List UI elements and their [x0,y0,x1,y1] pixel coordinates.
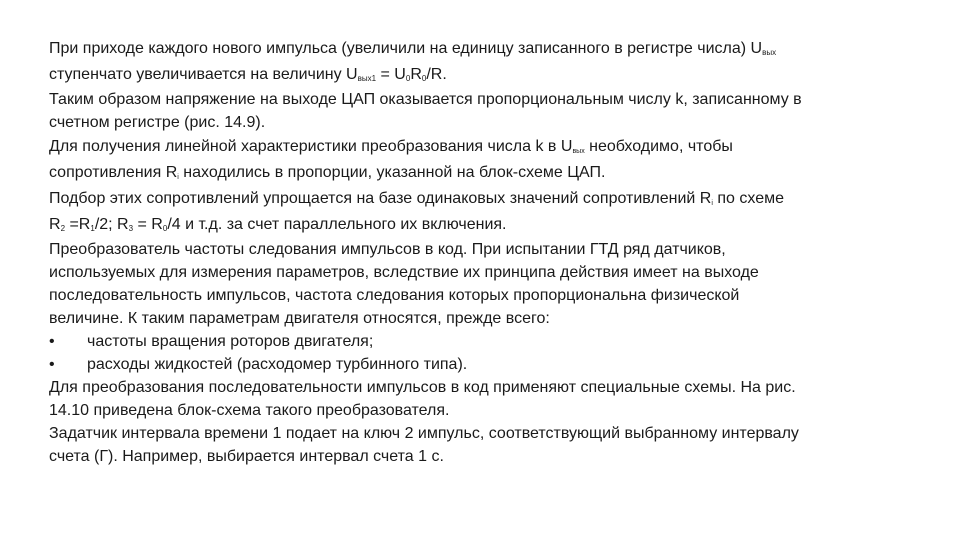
paragraph-2-line-1: Таким образом напряжение на выходе ЦАП оказывается пропорциональным числу k, записанному в [49,91,802,108]
text-span: /R. [426,66,447,83]
paragraph-7-line-2: счета (Г). Например, выбирается интервал счета 1 с. [49,448,444,465]
subscript: вых [762,48,777,57]
text-span: R [410,66,422,83]
paragraph-1-line-2 [49,62,919,88]
slide-text-body [49,36,919,468]
paragraph-6-line-1: Для преобразования последовательности импульсов в код применяют специальные схемы. На рис. [49,379,796,396]
paragraph-6-line-2: 14.10 приведена блок-схема такого преобразователя. [49,402,450,419]
subscript: 0 [405,74,411,83]
paragraph-3-line-2 [49,160,919,186]
paragraph-5-line-4: величине. К таким параметрам двигателя относятся, прежде всего: [49,310,550,327]
subscript: 1 [90,224,95,233]
subscript: 0 [421,74,427,83]
bullet-text: частоты вращения роторов двигателя; [87,333,374,350]
text-span: ступенчато увеличивается на величину U [49,66,358,83]
subscript: вых1 [357,74,377,83]
bullet-item [49,330,919,353]
text-span: необходимо, чтобы [584,138,733,155]
subscript: i [177,174,179,181]
subscript: i [711,200,713,207]
subscript: 0 [162,224,168,233]
text-span: по схеме [712,190,784,207]
paragraph-4-line-1 [49,186,919,212]
subscript: вых [572,148,585,155]
bullet-icon: • [49,333,55,350]
paragraph-3-line-1 [49,134,919,160]
text-span: =R [65,216,91,233]
paragraph-2-line-2: счетном регистре (рис. 14.9). [49,114,266,131]
text-span: = R [133,216,163,233]
paragraph-5-line-1: Преобразователь частоты следования импульсов в код. При испытании ГТД ряд датчиков, [49,241,726,258]
paragraph-1-line-1 [49,36,919,62]
bullet-icon: • [49,356,55,373]
subscript: 2 [60,224,66,233]
paragraph-7-line-1: Задатчик интервала времени 1 подает на ключ 2 импульс, соответствующий выбранному интервалу [49,425,799,442]
bullet-text: расходы жидкостей (расходомер турбинного типа). [87,356,468,373]
paragraph-5-line-3: последовательность импульсов, частота следования которых пропорциональна физической [49,287,740,304]
text-span: Подбор этих сопротивлений упрощается на базе одинаковых значений сопротивлений R [49,190,712,207]
text-span: R [49,216,61,233]
paragraph-4-line-2 [49,212,919,238]
text-span: Для получения линейной характеристики преобразования числа k в U [49,138,573,155]
paragraph-5-line-2: используемых для измерения параметров, вследствие их принципа действия имеет на выходе [49,264,759,281]
text-span: = U [376,66,406,83]
text-span: При приходе каждого нового импульса (увеличили на единицу записанного в регистре числа) U [49,40,763,57]
text-span: /4 и т.д. за счет параллельного их включения. [167,216,507,233]
text-span: /2; R [94,216,129,233]
text-span: сопротивления R [49,164,178,181]
text-span: находились в пропорции, указанной на блок-схеме ЦАП. [178,164,606,181]
bullet-item [49,353,919,376]
subscript: 3 [128,224,134,233]
